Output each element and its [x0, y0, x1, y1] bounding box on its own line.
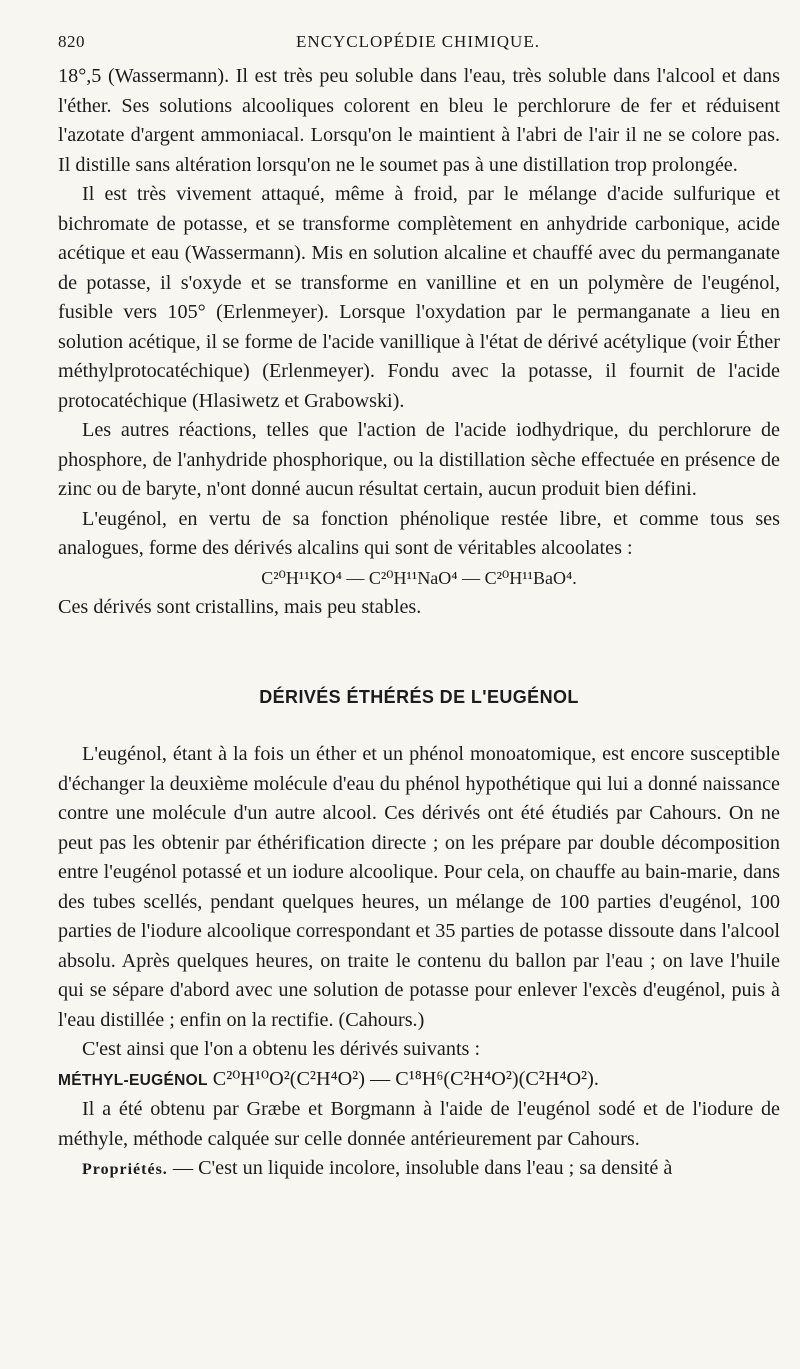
properties-line — [58, 1154, 780, 1185]
compound-name: MÉTHYL-EUGÉNOL — [58, 1071, 208, 1089]
compound-formula: C²⁰H¹⁰O²(C²H⁴O²) — C¹⁸H⁶(C²H⁴O²)(C²H⁴O²). — [212, 1067, 599, 1090]
section-heading: DÉRIVÉS ÉTHÉRÉS DE L'EUGÉNOL — [259, 686, 579, 707]
paragraph-compound-origin: Il a été obtenu par Græbe et Borgmann à l'aide de l'eugénol sodé et de l'iodure de méthyle, méthode calquée sur celle donnée antérieurement par Cahours. — [58, 1098, 780, 1150]
properties-text: — C'est un liquide incolore, insoluble dans l'eau ; sa densité à — [167, 1157, 673, 1179]
page-number: 820 — [58, 32, 85, 51]
paragraph-oxidation: Il est très vivement attaqué, même à froid, par le mélange d'acide sulfurique et bichromate de potasse, et se transforme complètement en anhydride carbonique, acide acétique et eau (Wassermann). Mis en solution alcaline et chauffé avec du permanganate de potasse, il s'oxyde et se transforme en vanilline et en un polymère de l'eugénol, fusible vers 105° (Erlenmeyer). Lorsque l'oxydation par le permanganate a lieu en solution acétique, il se forme de l'acide vanillique à l'état de dérivé acétylique (voir Éther méthylprotocatéchique) (Erlenmeyer). Fondu avec la potasse, il fournit de l'acide protocatéchique (Hlasiwetz et Grabowski). — [58, 183, 780, 412]
running-title: ENCYCLOPÉDIE CHIMIQUE. — [296, 32, 540, 51]
paragraph-following-derivatives: C'est ainsi que l'on a obtenu les dérivés suivants : — [82, 1038, 481, 1060]
paragraph-after-formula: Ces dérivés sont cristallins, mais peu stables. — [58, 596, 422, 618]
running-header — [58, 32, 778, 58]
compound-entry — [58, 1065, 780, 1096]
formula-alcoolates: C²⁰H¹¹KO⁴ — C²⁰H¹¹NaO⁴ — C²⁰H¹¹BaO⁴. — [261, 567, 577, 588]
paragraph-other-reactions: Les autres réactions, telles que l'action de l'acide iodhydrique, du perchlorure de phosphore, de l'anhydride phosphorique, ou la distillation sèche effectuée en présence de zinc ou de baryte, n'ont donné aucun résultat certain, aucun produit bien défini. — [58, 419, 780, 500]
paragraph-ether-derivatives: L'eugénol, étant à la fois un éther et un phénol monoatomique, est encore susceptible d'échanger la deuxième molécule d'eau du phénol hypothétique qui lui a donné naissance contre une molécule d'un autre alcool. Ces dérivés ont été étudiés par Cahours. On ne peut pas les obtenir par éthérification directe ; on les prépare par double décomposition entre l'eugénol potassé et un iodure alcoolique. Pour cela, on chauffe au bain-marie, dans des tubes scellés, pendant quelques heures, un mélange de 100 parties d'eugénol, 100 parties de l'iodure alcoolique correspondant et 35 parties de potasse dissoute dans l'alcool absolu. Après quelques heures, on traite le contenu du ballon par l'eau ; on lave l'huile qui se sépare d'abord avec une solution de potasse pour enlever l'excès d'eugénol, puis à l'eau distillée ; enfin on la rectifie. (Cahours.) — [58, 743, 780, 1031]
page-body — [58, 62, 780, 1185]
paragraph-continued: 18°,5 (Wassermann). Il est très peu soluble dans l'eau, très soluble dans l'alcool et dans l'éther. Ses solutions alcooliques colorent en bleu le perchlorure de fer et réduisent l'azotate d'argent ammoniacal. Lorsqu'on le maintient à l'abri de l'air il ne se colore pas. Il distille sans altération lorsqu'on ne le soumet pas à une distillation trop prolongée. — [58, 65, 780, 176]
paragraph-alkaline-derivatives: L'eugénol, en vertu de sa fonction phénolique restée libre, et comme tous ses analogues, forme des dérivés alcalins qui sont de véritables alcoolates : — [58, 507, 780, 559]
properties-label: Propriétés. — [82, 1161, 168, 1178]
